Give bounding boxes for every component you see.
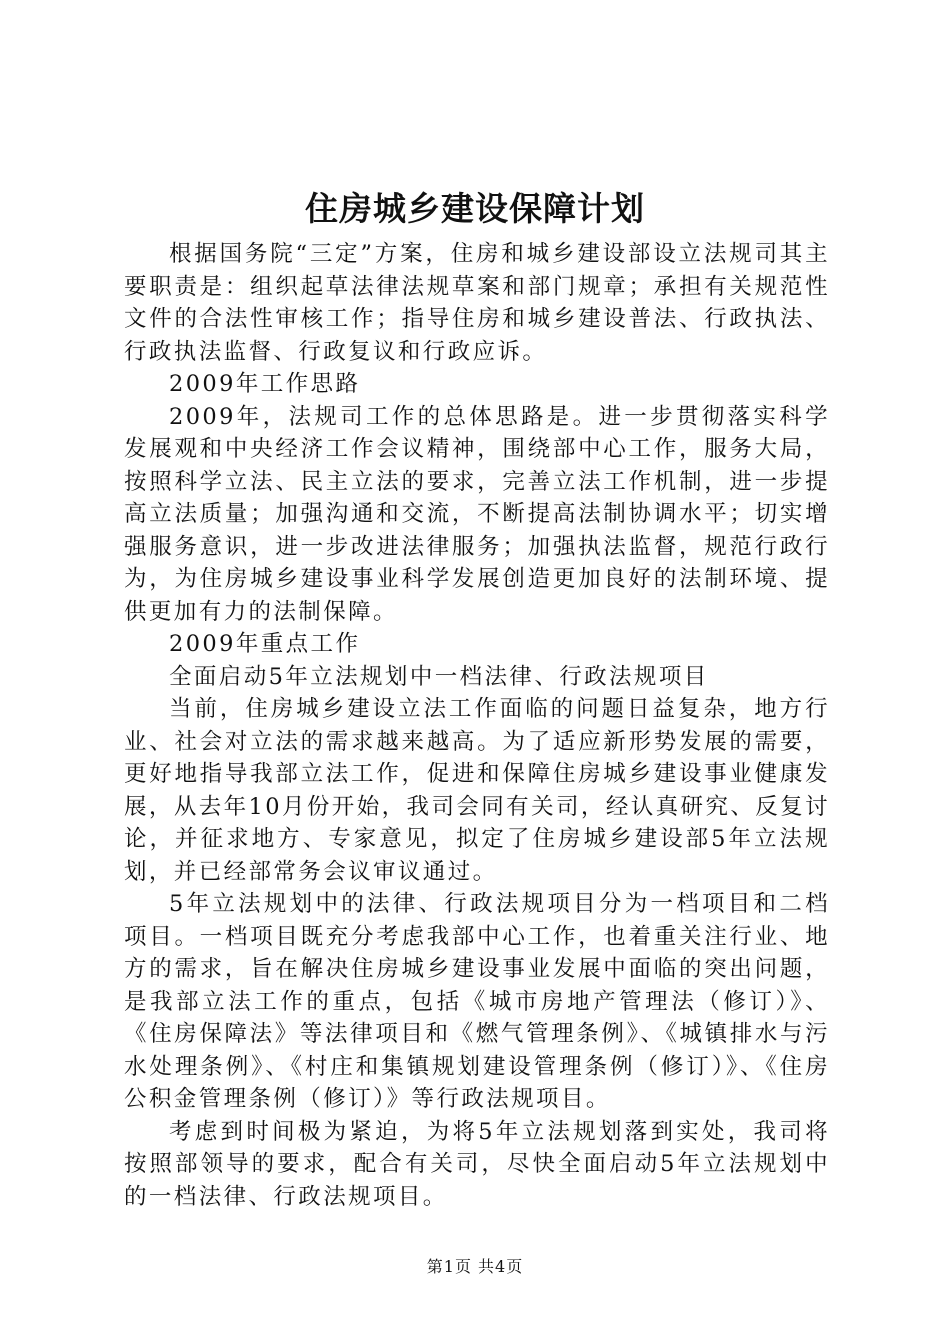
document-title: 住房城乡建设保障计划 [305,189,645,228]
heading-key-work: 2009年重点工作 [169,631,361,657]
subheading-legislative-plan: 全面启动5年立法规划中一档法律、行政法规项目 [169,663,709,690]
paragraph-work-ideas: 2009年，法规司工作的总体思路是。进一步贯彻落实科学发展观和中央经济工作会议精神，围绕部中心工作，服务大局，按照科学立法、民主立法的要求，完善立法工作机制，进一步提高立法质量；加强沟通和交流，不断提高法制协调水平；切实增强服务意识，进一步改进法律服务；加强执法监督，规范行政行为，为住房城乡建设事业科学发展创造更加良好的法制环境、提供更加有力的法制保障。 [124,403,830,625]
document-body [124,238,830,1213]
paragraph-plan-projects: 5年立法规划中的法律、行政法规项目分为一档项目和二档项目。一档项目既充分考虑我部中心工作，也着重关注行业、地方的需求，旨在解决住房城乡建设事业发展中面临的突出问题，是我部立法工作的重点，包括《城市房地产管理法（修订）》、《住房保障法》等法律项目和《燃气管理条例》、《城镇排水与污水处理条例》、《村庄和集镇规划建设管理条例（修订）》、《住房公积金管理条例（修订）》等行政法规项目。 [124,891,830,1112]
paragraph-implementation: 考虑到时间极为紧迫，为将5年立法规划落到实处，我司将按照部领导的要求，配合有关司，尽快全面启动5年立法规划中的一档法律、行政法规项目。 [124,1118,830,1210]
paragraph-current-situation: 当前，住房城乡建设立法工作面临的问题日益复杂，地方行业、社会对立法的需求越来越高。为了适应新形势发展的需要，更好地指导我部立法工作，促进和保障住房城乡建设事业健康发展，从去年10月份开始，我司会同有关司，经认真研究、反复讨论，并征求地方、专家意见，拟定了住房城乡建设部5年立法规划，并已经部常务会议审议通过。 [124,696,830,885]
page-number-footer: 第1页 共4页 [426,1257,524,1276]
paragraph-intro: 根据国务院“三定”方案，住房和城乡建设部设立法规司其主要职责是：组织起草法律法规草案和部门规章；承担有关规范性文件的合法性审核工作；指导住房和城乡建设普法、行政执法、行政执法监督、行政复议和行政应诉。 [124,241,830,365]
heading-work-ideas: 2009年工作思路 [169,371,361,397]
